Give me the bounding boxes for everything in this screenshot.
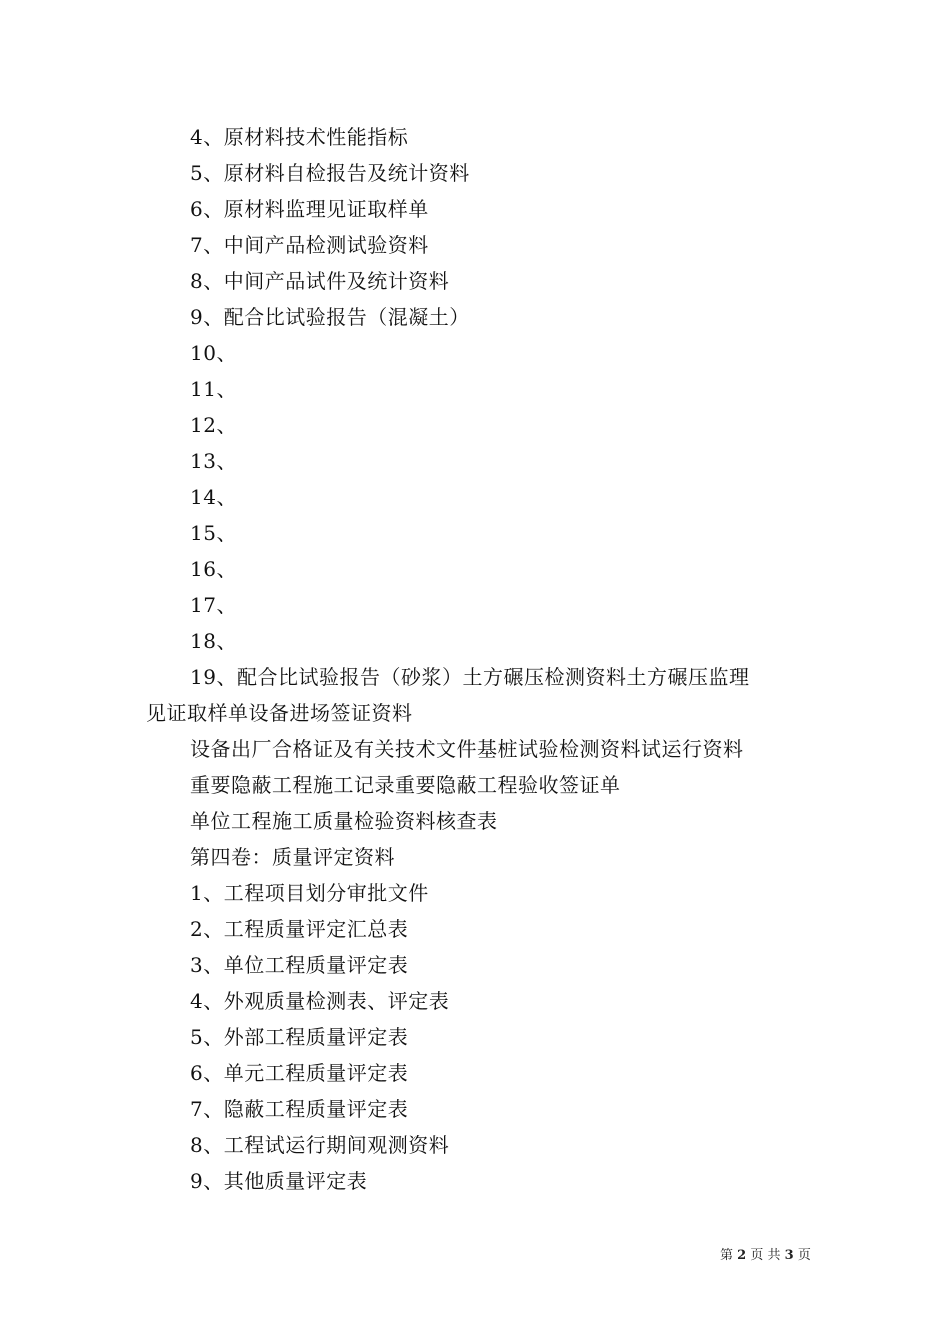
list-item: 13、 xyxy=(190,449,237,473)
footer-suffix: 页 xyxy=(797,1248,811,1263)
list-item-continuation: 见证取样单设备进场签证资料 xyxy=(146,701,413,725)
list-item: 7、隐蔽工程质量评定表 xyxy=(190,1097,409,1121)
list-item: 17、 xyxy=(190,593,237,617)
list-item: 6、单元工程质量评定表 xyxy=(190,1061,409,1085)
list-item: 9、其他质量评定表 xyxy=(190,1169,368,1193)
list-item: 7、中间产品检测试验资料 xyxy=(190,233,429,257)
list-item: 8、中间产品试件及统计资料 xyxy=(190,269,450,293)
list-item: 8、工程试运行期间观测资料 xyxy=(190,1133,450,1157)
total-pages-number: 3 xyxy=(784,1248,794,1263)
list-item: 1、工程项目划分审批文件 xyxy=(190,881,429,905)
list-item: 4、外观质量检测表、评定表 xyxy=(190,989,450,1013)
list-item: 9、配合比试验报告（混凝土） xyxy=(190,305,470,329)
document-body xyxy=(146,119,816,1199)
list-item: 15、 xyxy=(190,521,237,545)
list-item: 重要隐蔽工程施工记录重要隐蔽工程验收签证单 xyxy=(190,773,621,797)
list-item: 6、原材料监理见证取样单 xyxy=(190,197,429,221)
list-item: 单位工程施工质量检验资料核查表 xyxy=(190,809,498,833)
section-heading: 第四卷：质量评定资料 xyxy=(190,845,395,869)
list-item: 设备出厂合格证及有关技术文件基桩试验检测资料试运行资料 xyxy=(190,737,744,761)
list-item: 11、 xyxy=(190,377,237,401)
list-item: 5、外部工程质量评定表 xyxy=(190,1025,409,1049)
list-item: 2、工程质量评定汇总表 xyxy=(190,917,409,941)
list-item: 16、 xyxy=(190,557,237,581)
list-item: 10、 xyxy=(190,341,237,365)
current-page-number: 2 xyxy=(737,1248,747,1263)
footer-middle: 页 共 xyxy=(750,1248,781,1263)
list-item: 3、单位工程质量评定表 xyxy=(190,953,409,977)
list-item: 12、 xyxy=(190,413,237,437)
list-item: 4、原材料技术性能指标 xyxy=(190,125,409,149)
list-item: 14、 xyxy=(190,485,237,509)
footer-prefix: 第 xyxy=(720,1248,734,1263)
list-item: 18、 xyxy=(190,629,237,653)
list-item: 5、原材料自检报告及统计资料 xyxy=(190,161,470,185)
list-item: 19、配合比试验报告（砂浆）土方碾压检测资料土方碾压监理 xyxy=(190,665,750,689)
page-number xyxy=(720,1248,811,1264)
